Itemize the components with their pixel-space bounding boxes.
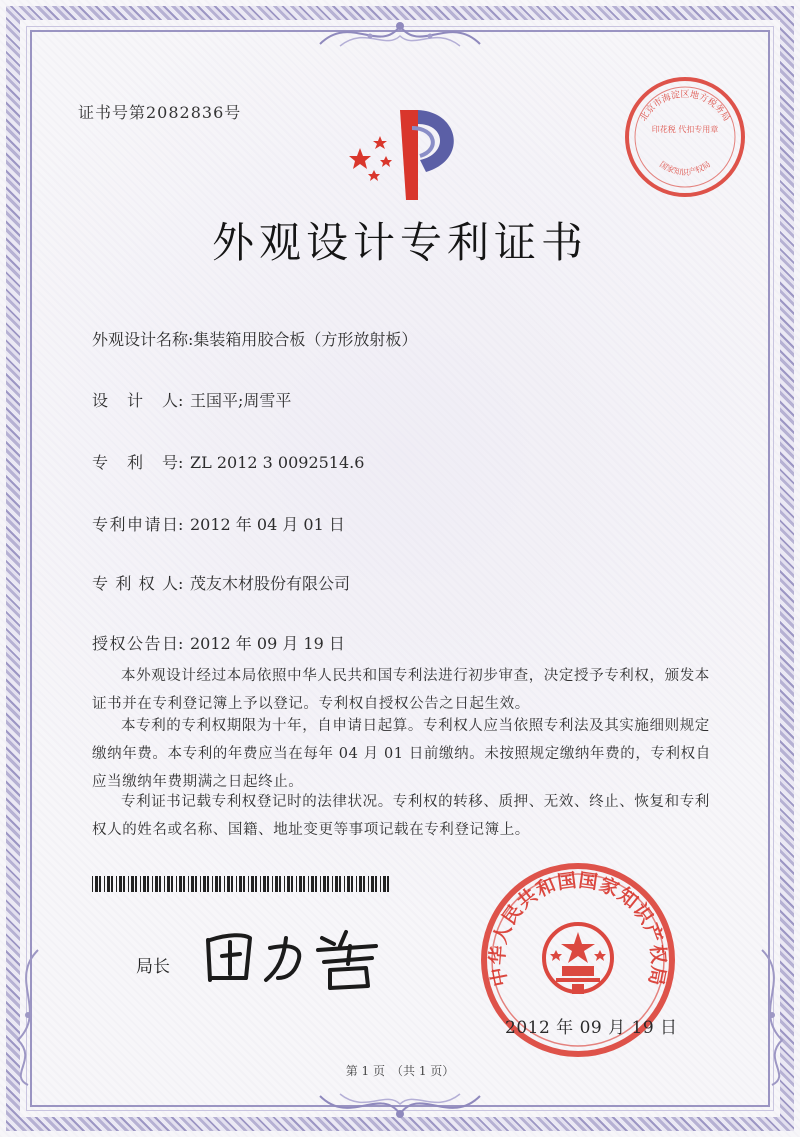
barcode-bar	[380, 876, 381, 892]
barcode-bar	[188, 876, 189, 892]
grant-date-value: 2012 年 09 月 19 日	[190, 634, 345, 653]
filing-date-value: 2012 年 04 月 01 日	[190, 515, 345, 534]
barcode-bar	[219, 876, 221, 892]
barcode-bar	[267, 876, 269, 892]
barcode-bar	[111, 876, 113, 892]
barcode-bar	[315, 876, 317, 892]
barcode-bar	[255, 876, 257, 892]
barcode-bar	[116, 876, 117, 892]
barcode-bar	[207, 876, 209, 892]
barcode-bar	[171, 876, 173, 892]
barcode-bar	[107, 876, 110, 892]
barcode-bar	[335, 876, 338, 892]
barcode-bar	[383, 876, 386, 892]
barcode-bar	[359, 876, 362, 892]
bottom-ornament-icon	[310, 1086, 490, 1126]
filing-date-row: 专利申请日: 2012 年 04 月 01 日	[92, 512, 345, 535]
barcode-bar	[320, 876, 321, 892]
paragraph-term: 本专利的专利权期限为十年，自申请日起算。专利权人应当依照专利法及其实施细则规定缴纳年费。本专利的年费应当在每年 04 月 01 日前缴纳。未按照规定缴纳年费的，专利权自应当缴纳年费期满之日起终止。	[92, 718, 711, 790]
certificate-number: 证书号第2082836号	[78, 103, 242, 122]
svg-text:国家知识产权局	[658, 160, 712, 177]
barcode-bar	[339, 876, 341, 892]
barcode-bar	[140, 876, 141, 892]
barcode-bar	[195, 876, 197, 892]
barcode-bar	[272, 876, 273, 892]
barcode-bar	[104, 876, 105, 892]
design-name-value: 集装箱用胶合板（方形放射板）	[193, 330, 418, 349]
barcode-bar	[284, 876, 285, 892]
barcode-bar	[248, 876, 249, 892]
barcode-bar	[356, 876, 357, 892]
barcode-bar	[251, 876, 254, 892]
barcode-bar	[123, 876, 125, 892]
barcode-bar	[95, 876, 98, 892]
design-name-label: 外观设计名称:	[92, 330, 194, 349]
barcode-bar	[92, 876, 93, 892]
barcode-bar	[167, 876, 170, 892]
patentee-row: 专 利 权 人: 茂友木材股份有限公司	[92, 571, 350, 594]
barcode-bar	[147, 876, 149, 892]
barcode-bar	[363, 876, 365, 892]
barcode-bar	[203, 876, 206, 892]
small-seal-inner: 印花税 代扣专用章	[651, 125, 719, 134]
svg-text:北京市海淀区地方税务局	[637, 88, 732, 123]
patent-number-label: 专 利 号	[92, 453, 178, 472]
barcode-bar	[239, 876, 242, 892]
barcode-bar	[327, 876, 329, 892]
barcode-bar	[200, 876, 201, 892]
barcode-bar	[131, 876, 134, 892]
grant-date-label: 授权公告日	[92, 634, 178, 653]
barcode-bar	[99, 876, 101, 892]
barcode-bar	[299, 876, 302, 892]
barcode-bar	[260, 876, 261, 892]
paragraph-examination: 本外观设计经过本局依照中华人民共和国专利法进行初步审查，决定授予专利权，颁发本证书并在专利登记簿上予以登记。专利权自授权公告之日起生效。	[92, 668, 710, 712]
barcode-bar	[287, 876, 290, 892]
barcode-bar	[128, 876, 129, 892]
barcode-bar	[351, 876, 353, 892]
barcode-bar	[243, 876, 245, 892]
barcode-bar	[164, 876, 165, 892]
barcode-bar	[275, 876, 278, 892]
barcode-bar	[323, 876, 326, 892]
small-seal-bottom: 国家知识产权局	[657, 159, 713, 177]
designer-label: 设 计 人	[92, 391, 178, 410]
paragraph-legal-status: 专利证书记载专利权登记时的法律状况。专利权的转移、质押、无效、终止、恢复和专利权人的姓名或名称、国籍、地址变更等事项记载在专利登记簿上。	[92, 794, 710, 838]
small-seal-text: 北京市海淀区地方税务局	[638, 90, 732, 124]
page-number: 第 1 页 （共 1 页）	[345, 1064, 455, 1078]
grant-date-row: 授权公告日: 2012 年 09 月 19 日	[92, 631, 345, 654]
design-name-row	[92, 327, 417, 350]
barcode-bar	[375, 876, 377, 892]
patent-number-row: 专 利 号: ZL 2012 3 0092514.6	[92, 450, 364, 473]
barcode-bar	[143, 876, 146, 892]
barcode-bar	[183, 876, 185, 892]
barcode-bar	[212, 876, 213, 892]
cnipa-logo-icon	[340, 100, 470, 210]
barcode-bar	[215, 876, 218, 892]
barcode-bar	[227, 876, 230, 892]
designer-row: 设 计 人: 王国平;周雪平	[92, 388, 291, 411]
director-signature	[200, 918, 390, 993]
barcode-bar	[152, 876, 153, 892]
barcode-bar	[176, 876, 177, 892]
big-seal-text: 中华人民共和国国家知识产权局	[486, 869, 670, 989]
barcode-bar	[291, 876, 293, 892]
barcode-bar	[347, 876, 350, 892]
patentee-label: 专 利 权 人	[92, 574, 178, 593]
top-ornament-icon	[310, 14, 490, 54]
document-title: 外观设计专利证书	[211, 218, 588, 267]
barcode-bar	[332, 876, 333, 892]
barcode-bar	[231, 876, 233, 892]
barcode-bar	[155, 876, 158, 892]
filing-date-label: 专利申请日	[92, 515, 178, 534]
barcode-bar	[308, 876, 309, 892]
barcode-bar	[135, 876, 137, 892]
barcode-bar	[344, 876, 345, 892]
barcode-bar	[179, 876, 182, 892]
barcode-bar	[224, 876, 225, 892]
seal-date: 2012 年 09 月 19 日	[505, 1018, 678, 1038]
tax-stamp-seal	[620, 72, 750, 202]
barcode-bar	[119, 876, 122, 892]
barcode-bar	[279, 876, 281, 892]
barcode-bar	[303, 876, 305, 892]
barcode-bar	[371, 876, 374, 892]
national-emblem-icon	[544, 924, 612, 994]
barcode-bar	[311, 876, 314, 892]
director-label: 局长	[136, 957, 170, 977]
designer-value: 王国平;周雪平	[190, 391, 292, 410]
barcode-bar	[159, 876, 161, 892]
patent-number-value: ZL 2012 3 0092514.6	[190, 453, 365, 472]
barcode-bar	[296, 876, 297, 892]
patentee-value: 茂友木材股份有限公司	[190, 574, 351, 593]
barcode-bar	[236, 876, 237, 892]
barcode-bar	[387, 876, 389, 892]
barcode-bar	[191, 876, 194, 892]
barcode-bar	[368, 876, 369, 892]
barcode-bar	[263, 876, 266, 892]
barcode-icon	[92, 876, 390, 892]
